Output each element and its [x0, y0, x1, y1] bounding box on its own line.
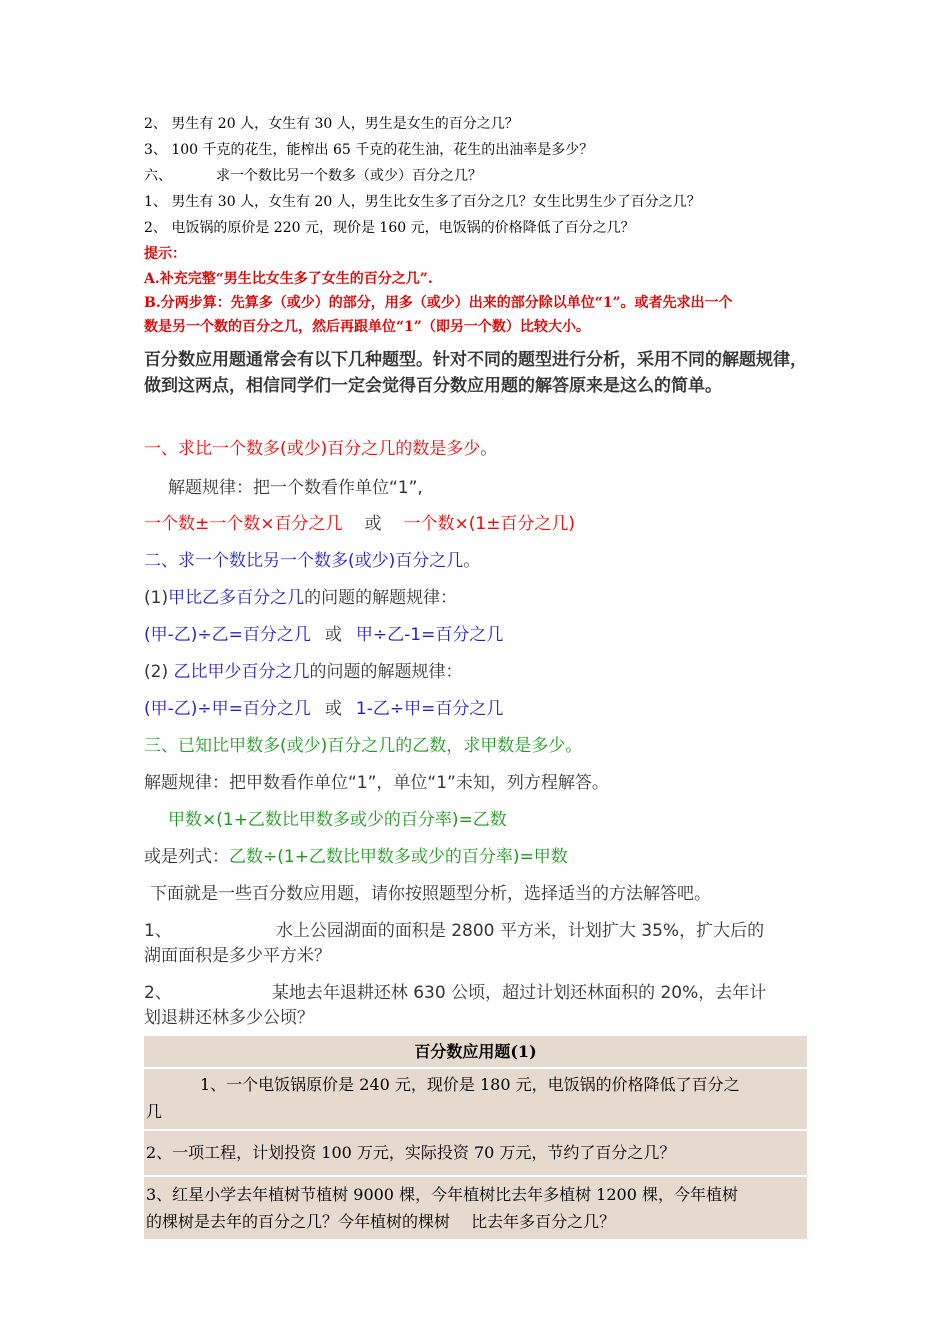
exercise-table [144, 1036, 807, 1239]
type2-sub2-prefix: (2) [144, 662, 169, 682]
practice-2-line1 [144, 978, 808, 1003]
practice-1-text: 水上公园湖面的面积是 2800 平方米，计划扩大 35%，扩大后的 [275, 921, 765, 941]
hint-b-line2: 数是另一个数的百分之几，然后再跟单位“1”（即另一个数）比较大小。 [144, 319, 590, 335]
type1-number: 一、 [144, 439, 178, 459]
practice-2-number: 2、 [144, 983, 172, 1003]
type2-formula1-or: 或 [324, 625, 342, 645]
type2-formula2-b: 1-乙÷甲=百分之几 [355, 699, 504, 719]
table-row [144, 1177, 807, 1239]
type3-formula: 甲数×(1+乙数比甲数多或少的百分率)=乙数 [168, 810, 507, 830]
type2-number: 二、 [144, 551, 178, 571]
type2-title: 求一个数比另一个数多(或少)百分之几 [178, 551, 464, 571]
table-row: 2、一项工程，计划投资 100 万元，实际投资 70 万元，节约了百分之几？ [144, 1131, 807, 1177]
type1-or: 或 [364, 514, 382, 534]
table-row-1-line2: 几 [146, 1102, 163, 1121]
type1-title-end: 。 [480, 439, 498, 459]
practice-2-line2: 划退耕还林多少公顷？ [144, 1008, 314, 1028]
practice-intro: 下面就是一些百分数应用题，请你按照题型分析，选择适当的方法解答吧。 [150, 884, 711, 904]
practice-1-number: 1、 [144, 921, 172, 941]
type3-alt-line [144, 842, 808, 867]
section-six-heading [144, 163, 808, 189]
section-six-title: 求一个数比另一个数多（或少）百分之几？ [216, 168, 482, 184]
type3-rule: 解题规律：把甲数看作单位“1”，单位“1”未知，列方程解答。 [144, 773, 609, 793]
table-row-3-line1: 3、红星小学去年植树节植树 9000 棵，今年植树比去年多植树 1200 棵，今年植树 [146, 1185, 738, 1204]
type1-rule: 解题规律：把一个数看作单位“1”, [168, 478, 423, 498]
type1-heading [144, 434, 808, 459]
type1-formula-b: 一个数×(1±百分之几) [403, 514, 576, 534]
type2-sub1-highlight: 甲比乙多百分之几 [168, 588, 305, 608]
type2-sub1-prefix: (1) [144, 588, 169, 608]
type2-formula2-a: (甲-乙)÷甲=百分之几 [144, 699, 311, 719]
six-question-1: 1、 男生有 30 人，女生有 20 人，男生比女生多了百分之几？女生比男生少了百分之几？ [144, 194, 701, 210]
practice-1-line1 [144, 916, 808, 941]
table-row-1-line1 [146, 1071, 805, 1098]
type2-formula1-b: 甲÷乙-1=百分之几 [355, 625, 504, 645]
table-row [144, 1069, 807, 1131]
question-2: 2、 男生有 20 人，女生有 30 人，男生是女生的百分之几？ [144, 116, 519, 132]
type2-sub2-highlight: 乙比甲少百分之几 [173, 662, 310, 682]
type2-sub1 [144, 583, 808, 608]
type2-title-end: 。 [463, 551, 481, 571]
type2-heading [144, 546, 808, 571]
six-question-2: 2、 电饭锅的原价是 220 元，现价是 160 元，电饭锅的价格降低了百分之几？ [144, 220, 635, 236]
table-row-1-text: 1、一个电饭锅原价是 240 元，现价是 180 元，电饭锅的价格降低了百分之 [200, 1075, 740, 1094]
type3-alt-formula: 乙数÷(1+乙数比甲数多或少的百分率)=甲数 [229, 847, 568, 867]
type2-formula2-line [144, 694, 808, 719]
type2-formula1-line [144, 620, 808, 645]
table-title: 百分数应用题(1) [144, 1036, 807, 1069]
type3-heading: 三、已知比甲数多(或少)百分之几的乙数，求甲数是多少。 [144, 736, 583, 756]
type3-alt-prefix: 或是列式： [144, 847, 229, 867]
type2-formula1-a: (甲-乙)÷乙=百分之几 [144, 625, 311, 645]
type2-formula2-or: 或 [324, 699, 342, 719]
type1-formula-line [144, 509, 808, 534]
type2-sub2-suffix: 的问题的解题规律： [309, 662, 463, 682]
practice-1-line2: 湖面面积是多少平方米？ [144, 946, 331, 966]
type1-formula-a: 一个数±一个数×百分之几 [144, 514, 343, 534]
type2-sub1-suffix: 的问题的解题规律： [304, 588, 458, 608]
hint-label: 提示： [144, 246, 186, 262]
hint-a: A.补充完整“男生比女生多了女生的百分之几”. [144, 271, 433, 287]
section-six-number: 六、 [144, 168, 172, 184]
table-row-3-line2: 的棵树是去年的百分之几？今年植树的棵树 比去年多百分之几？ [146, 1212, 616, 1231]
intro-paragraph: 百分数应用题通常会有以下几种题型。针对不同的题型进行分析，采用不同的解题规律，做到这两点，相信同学们一定会觉得百分数应用题的解答原来是这么的简单。 [144, 350, 807, 396]
type2-sub2 [144, 657, 808, 682]
practice-2-text: 某地去年退耕还林 630 公顷，超过计划还林面积的 20%，去年计 [271, 983, 767, 1003]
type1-title: 求比一个数多(或少)百分之几的数是多少 [178, 439, 481, 459]
question-3: 3、 100 千克的花生，能榨出 65 千克的花生油，花生的出油率是多少？ [144, 142, 594, 158]
hint-b-line1: B.分两步算：先算多（或少）的部分，用多（或少）出来的部分除以单位“1”。或者先求出一个 [144, 295, 733, 311]
